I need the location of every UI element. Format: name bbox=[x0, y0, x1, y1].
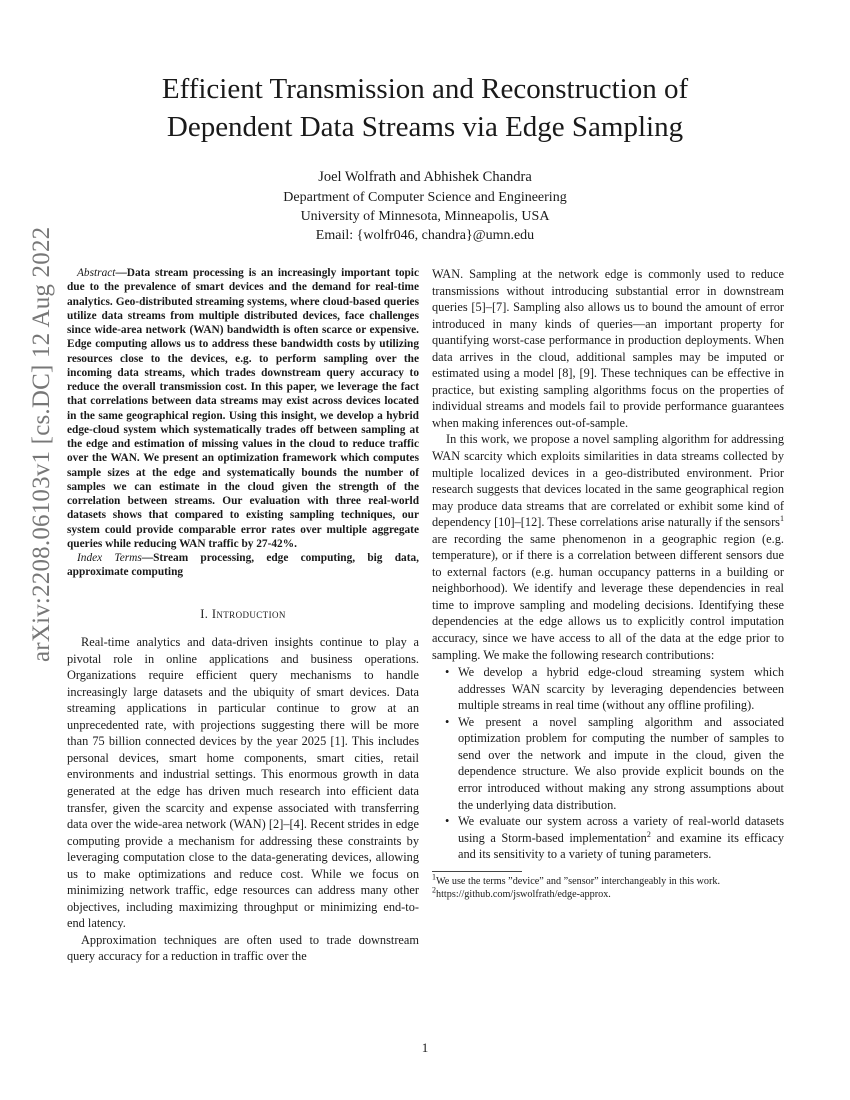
footnote-1-mark: 1 bbox=[432, 872, 436, 882]
intro-paragraph-2: Approximation techniques are often used to trade downstream query accuracy for a reduction in traffic over the bbox=[67, 932, 419, 964]
footnote-2-text: https://github.com/jswolfrath/edge-approx. bbox=[436, 889, 611, 901]
footnote-1-text: We use the terms ”device” and ”sensor” interchangeably in this work. bbox=[436, 875, 721, 887]
footnote-2-mark: 2 bbox=[432, 885, 436, 895]
contribution-2-text: We present a novel sampling algorithm and associated optimization problem for computing the number of samples to send over the network and impute in the cloud, given the dependence structure. We also provide explicit bounds on the error introduced without making any strong assumptions about the underlying data distribution. bbox=[458, 714, 784, 812]
affiliation-university: University of Minnesota, Minneapolis, USA bbox=[300, 209, 550, 224]
index-terms bbox=[67, 551, 419, 580]
arxiv-identifier-text: arXiv:2208.06103v1 [cs.DC] 12 Aug 2022 bbox=[28, 226, 55, 662]
footnotes bbox=[432, 872, 784, 902]
contribution-3-text-b: and examine its efficacy and its sensitivity to a variety of tuning parameters. bbox=[458, 830, 785, 862]
left-column bbox=[67, 266, 419, 965]
contributions-list bbox=[432, 664, 784, 863]
affiliation-department: Department of Computer Science and Engineering bbox=[283, 190, 567, 205]
contribution-3-text-a: We evaluate our system across a variety of real-world datasets using a Storm-based implementation bbox=[458, 814, 784, 845]
abstract-label: Abstract bbox=[77, 267, 116, 279]
affiliation-email: Email: {wolfr046, chandra}@umn.edu bbox=[315, 228, 535, 243]
list-item bbox=[445, 664, 784, 714]
index-terms-text: —Stream processing, edge computing, big data, approximate computing bbox=[67, 552, 419, 579]
paper-title-line-2: Dependent Data Streams via Edge Sampling bbox=[166, 111, 684, 143]
index-terms-label: Index Terms bbox=[77, 552, 142, 564]
footnote-ref-2: 2 bbox=[646, 829, 651, 839]
list-item bbox=[445, 813, 785, 863]
author-names: Joel Wolfrath and Abhishek Chandra bbox=[318, 169, 532, 185]
footnote-ref-1: 1 bbox=[780, 514, 784, 524]
bullet-icon: • bbox=[445, 665, 450, 680]
footnote-2 bbox=[432, 885, 784, 902]
right-column bbox=[432, 266, 784, 902]
right-paragraph-1: WAN. Sampling at the network edge is commonly used to reduce transmissions without introducing substantial error in downstream queries [5]–[7]. Sampling also allows us to bound the amount of error introduced in many kinds of queries—an important property for quantifying worst-case performance in production deployments. When data arrives in the cloud, additional samples may be imputed or estimated using a model [8], [9]. These techniques can be effective in practice, but existing sampling algorithms focus on the properties of individual streams and models fail to provide performance guarantees when making inferences out-of-sample. bbox=[432, 267, 784, 430]
abstract-text: —Data stream processing is an increasingly important topic due to the prevalence of smart devices and the demand for real-time analytics. Geo-distributed streaming systems, where cloud-based queries utilize data streams from multiple distributed devices, face challenges since wide-area network (WAN) bandwidth is often scarce or expensive. Edge computing allows us to address these bandwidth costs by utilizing resources close to the devices, e.g. to perform sampling over the incoming data streams, which trades downstream query accuracy to reduce the overall transmission cost. In this paper, we leverage the fact that correlations between data streams may exist across devices located in the same geographical region. Using this insight, we develop a hybrid edge-cloud system which systematically trades off between sampling at the edge and estimation of missing values in the cloud to reduce traffic over the WAN. We present an optimization framework which computes sample sizes at the edge and systematically bounds the number of samples we can estimate in the cloud given the strength of the correlation between streams. Our evaluation with three real-world datasets shows that compared to existing sampling techniques, our system could provide comparable error rates over multiple aggregate queries while reducing WAN traffic by 27-42%. bbox=[67, 267, 419, 550]
author-block bbox=[125, 168, 725, 245]
abstract bbox=[67, 266, 419, 551]
footnote-1 bbox=[432, 872, 784, 889]
paper-title-line-1: Efficient Transmission and Reconstruction of bbox=[161, 73, 689, 105]
list-item bbox=[445, 714, 784, 813]
intro-paragraph-1: Real-time analytics and data-driven insights continue to play a pivotal role in online applications and business operations. Organizations require efficient query mechanisms to handle increasingly large datasets and the ubiquity of smart devices. Data streaming applications in particular continue to grow at an unprecedented rate, with projections suggesting there will be more than 75 billion connected devices by the year 2025 [1]. This includes personal devices, smart home components, smart cities, retail environments and industrial settings. This enormous growth in data generated at the edge has driven much research into efficient data transfer, given the scarcity and expense associated with transferring data over the wide-area network (WAN) [2]–[4]. Recent strides in edge computing provide a mechanism for addressing these constraints by leveraging computation close to the data-generating devices, allowing us to make optimizations and reduce cost. While we focus on minimizing network traffic, edge resources can address many other objectives, including maximizing throughput or minimizing end-to-end latency. bbox=[67, 635, 419, 931]
bullet-icon: • bbox=[445, 714, 450, 729]
footnote-divider bbox=[432, 871, 522, 872]
right-paragraph-2 bbox=[432, 431, 784, 663]
page-number: 1 bbox=[421, 1040, 429, 1055]
bullet-icon: • bbox=[445, 814, 450, 829]
contribution-1-text: We develop a hybrid edge-cloud streaming system which addresses WAN scarcity by leveraging dependencies between multiple streams in real time (without any offline profiling). bbox=[458, 665, 784, 713]
paper-title bbox=[60, 70, 790, 146]
right-paragraph-2-part-b: are recording the same phenomenon in a geographic region (e.g. temperature), or if there is a correlation between different sensors due to external factors (e.g. human occupancy patterns in a building or neighborhood). We identify and leverage these dependencies in real time to improve sampling and modeling decisions. Identifying these dependencies at the edge allows us to explicitly control imputation accuracy, since we have access to all of the data at the edge prior to sampling. We make the following research contributions: bbox=[432, 531, 784, 662]
right-paragraph-2-part-a: In this work, we propose a novel sampling algorithm for addressing WAN scarcity which exploits similarities in data streams collected by multiple localized devices in a geo-distributed environment. Prior research suggests that devices located in the same geographical region may produce data streams that are correlated or exhibit some kind of dependency [10]–[12]. These correlations arise naturally if the sensors bbox=[432, 432, 784, 530]
section-heading-introduction: I. Introduction bbox=[200, 606, 286, 621]
